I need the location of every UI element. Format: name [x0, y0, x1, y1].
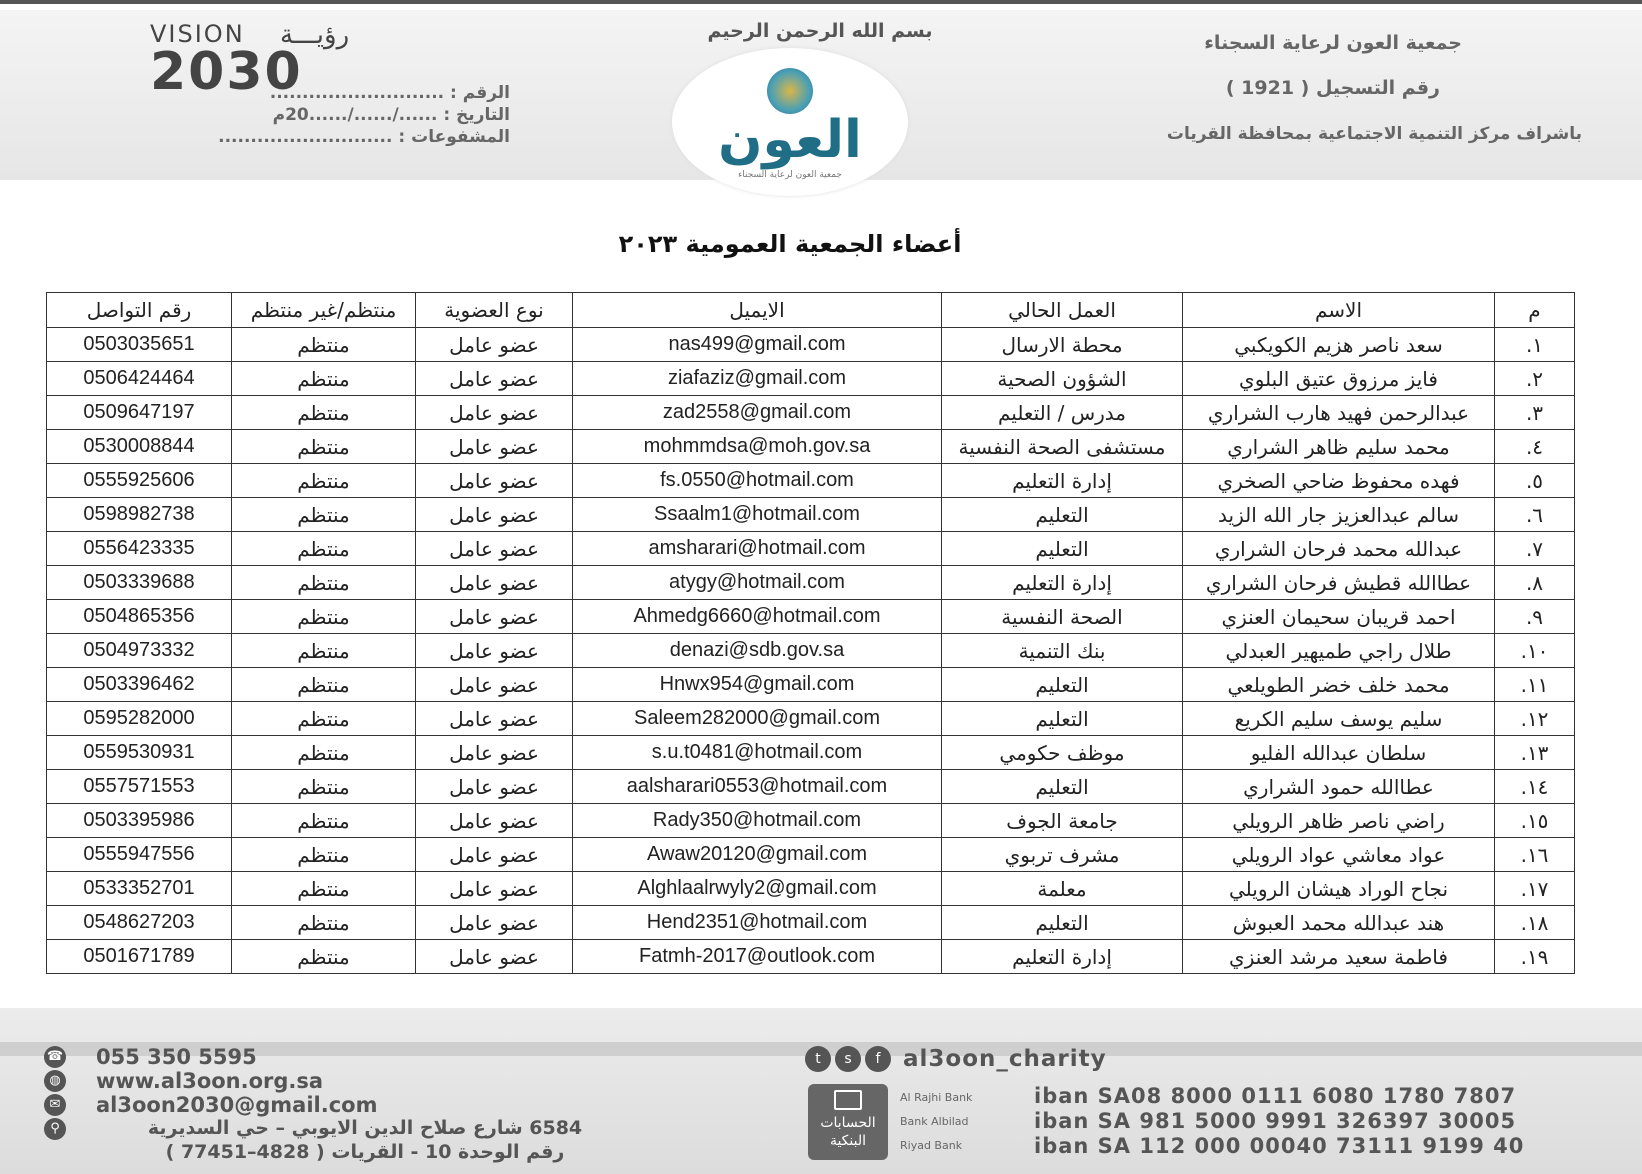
row-index: ١٨.	[1495, 906, 1575, 940]
member-name: راضي ناصر ظاهر الرويلي	[1183, 804, 1495, 838]
member-phone: 0557571553	[47, 770, 232, 804]
col-header-job: العمل الحالي	[942, 293, 1183, 328]
membership-type: عضو عامل	[416, 770, 573, 804]
basmala: بسم الله الرحمن الرحيم	[707, 20, 933, 42]
member-email: Ssaalm1@hotmail.com	[573, 498, 942, 532]
member-phone: 0503395986	[47, 804, 232, 838]
vision-year-label: 2030	[150, 42, 303, 102]
member-phone: 0501671789	[47, 940, 232, 974]
col-header-index: م	[1495, 293, 1575, 328]
membership-type: عضو عامل	[416, 328, 573, 362]
contact-address	[60, 1116, 670, 1164]
org-name: جمعية العون لرعاية السجناء	[1204, 32, 1462, 54]
member-name: هند عبدالله محمد العبوش	[1183, 906, 1495, 940]
logo-emblem-icon	[767, 68, 813, 114]
member-email: aalsharari0553@hotmail.com	[573, 770, 942, 804]
table-row	[47, 940, 1575, 974]
member-name: عطاالله قطيش فرحان الشراري	[1183, 566, 1495, 600]
contact-website-row	[44, 1068, 323, 1092]
member-email: denazi@sdb.gov.sa	[573, 634, 942, 668]
table-row	[47, 838, 1575, 872]
member-phone: 0548627203	[47, 906, 232, 940]
document-title: أعضاء الجمعية العمومية ٢٠٢٣	[618, 230, 962, 258]
snapchat-icon: s	[835, 1046, 861, 1072]
globe-icon: ◍	[44, 1070, 66, 1092]
member-email: fs.0550@hotmail.com	[573, 464, 942, 498]
member-email: s.u.t0481@hotmail.com	[573, 736, 942, 770]
member-job: محطة الارسال	[942, 328, 1183, 362]
phone-icon: ☎	[44, 1046, 66, 1068]
member-phone: 0504973332	[47, 634, 232, 668]
location-pin-icon: ⚲	[44, 1118, 66, 1140]
iban-3: iban SA 112 000 00040 73111 9199 40	[1034, 1134, 1525, 1158]
member-job: مشرف تربوي	[942, 838, 1183, 872]
membership-type: عضو عامل	[416, 430, 573, 464]
col-header-membership: نوع العضوية	[416, 293, 573, 328]
member-status: منتظم	[232, 770, 416, 804]
table-row	[47, 464, 1575, 498]
membership-type: عضو عامل	[416, 838, 573, 872]
table-row	[47, 430, 1575, 464]
twitter-icon: t	[805, 1046, 831, 1072]
membership-type: عضو عامل	[416, 872, 573, 906]
member-phone: 0556423335	[47, 532, 232, 566]
row-index: ٧.	[1495, 532, 1575, 566]
member-job: بنك التنمية	[942, 634, 1183, 668]
member-name: طلال راجي طميهير العبدلي	[1183, 634, 1495, 668]
table-row	[47, 532, 1575, 566]
member-job: التعليم	[942, 668, 1183, 702]
member-phone: 0530008844	[47, 430, 232, 464]
member-name: عطاالله حمود الشراري	[1183, 770, 1495, 804]
member-phone: 0509647197	[47, 396, 232, 430]
member-job: الشؤون الصحية	[942, 362, 1183, 396]
col-header-name: الاسم	[1183, 293, 1495, 328]
org-registration: رقم التسجيل ( 1921 )	[1225, 77, 1440, 99]
member-job: التعليم	[942, 702, 1183, 736]
member-name: سعد ناصر هزيم الكويكبي	[1183, 328, 1495, 362]
member-email: Rady350@hotmail.com	[573, 804, 942, 838]
bank-name-1: Al Rajhi Bank	[900, 1091, 973, 1104]
meta-number: الرقم : ...........................	[269, 83, 510, 103]
row-index: ٩.	[1495, 600, 1575, 634]
member-name: سلطان عبدالله الفليو	[1183, 736, 1495, 770]
table-row	[47, 668, 1575, 702]
membership-type: عضو عامل	[416, 940, 573, 974]
vision-en-label: VISION	[150, 20, 245, 48]
address-line-1: 6584 شارع صلاح الدين الايوبي – حي السديرية	[147, 1117, 583, 1139]
member-email: ziafaziz@gmail.com	[573, 362, 942, 396]
member-phone: 0533352701	[47, 872, 232, 906]
member-email: Hnwx954@gmail.com	[573, 668, 942, 702]
membership-type: عضو عامل	[416, 566, 573, 600]
contact-website: www.al3oon.org.sa	[96, 1068, 324, 1093]
member-name: فهده محفوظ ضاحي الصخري	[1183, 464, 1495, 498]
membership-type: عضو عامل	[416, 498, 573, 532]
member-job: التعليم	[942, 532, 1183, 566]
member-status: منتظم	[232, 804, 416, 838]
row-index: ١.	[1495, 328, 1575, 362]
member-status: منتظم	[232, 600, 416, 634]
contact-email-row	[44, 1092, 377, 1116]
member-job: التعليم	[942, 770, 1183, 804]
member-job: مدرس / التعليم	[942, 396, 1183, 430]
member-name: محمد خلف خضر الطويلعي	[1183, 668, 1495, 702]
table-row	[47, 328, 1575, 362]
bank-names	[900, 1086, 1020, 1158]
member-job: إدارة التعليم	[942, 464, 1183, 498]
membership-type: عضو عامل	[416, 396, 573, 430]
row-index: ٤.	[1495, 430, 1575, 464]
facebook-icon: f	[865, 1046, 891, 1072]
col-header-regular: منتظم/غير منتظم	[232, 293, 416, 328]
member-job: موظف حكومي	[942, 736, 1183, 770]
member-job: معلمة	[942, 872, 1183, 906]
row-index: ١٦.	[1495, 838, 1575, 872]
member-email: Awaw20120@gmail.com	[573, 838, 942, 872]
member-email: amsharari@hotmail.com	[573, 532, 942, 566]
member-phone: 0506424464	[47, 362, 232, 396]
member-status: منتظم	[232, 872, 416, 906]
row-index: ١٠.	[1495, 634, 1575, 668]
row-index: ٨.	[1495, 566, 1575, 600]
member-status: منتظم	[232, 702, 416, 736]
member-job: جامعة الجوف	[942, 804, 1183, 838]
member-status: منتظم	[232, 566, 416, 600]
vision-ar-label: رؤيـــة	[280, 20, 350, 50]
row-index: ١٢.	[1495, 702, 1575, 736]
membership-type: عضو عامل	[416, 906, 573, 940]
bank-box-label: الحسابات البنكية	[820, 1115, 876, 1149]
member-status: منتظم	[232, 532, 416, 566]
membership-type: عضو عامل	[416, 600, 573, 634]
member-email: Saleem282000@gmail.com	[573, 702, 942, 736]
member-name: سليم يوسف سليم الكريع	[1183, 702, 1495, 736]
contact-phone-row	[44, 1044, 257, 1068]
table-row	[47, 906, 1575, 940]
member-phone: 0598982738	[47, 498, 232, 532]
membership-type: عضو عامل	[416, 464, 573, 498]
member-phone: 0503035651	[47, 328, 232, 362]
meta-date: التاريخ : ....../....../......20م	[272, 105, 510, 125]
row-index: ١٤.	[1495, 770, 1575, 804]
table-row	[47, 498, 1575, 532]
social-media	[805, 1046, 1107, 1072]
member-name: نجاح الوراد هيشان الرويلي	[1183, 872, 1495, 906]
member-job: إدارة التعليم	[942, 566, 1183, 600]
member-email: atygy@hotmail.com	[573, 566, 942, 600]
iban-1: iban SA08 8000 0111 6080 1780 7807	[1034, 1084, 1517, 1108]
member-email: nas499@gmail.com	[573, 328, 942, 362]
table-row	[47, 600, 1575, 634]
table-header-row	[47, 293, 1575, 328]
member-name: عواد معاشي عواد الرويلي	[1183, 838, 1495, 872]
bank-name-3: Riyad Bank	[900, 1139, 963, 1152]
member-email: Hend2351@hotmail.com	[573, 906, 942, 940]
table-row	[47, 702, 1575, 736]
member-status: منتظم	[232, 736, 416, 770]
row-index: ١١.	[1495, 668, 1575, 702]
col-header-email: الايميل	[573, 293, 942, 328]
membership-type: عضو عامل	[416, 804, 573, 838]
table-row	[47, 872, 1575, 906]
member-status: منتظم	[232, 328, 416, 362]
member-status: منتظم	[232, 498, 416, 532]
member-email: Ahmedg6660@hotmail.com	[573, 600, 942, 634]
table-row	[47, 634, 1575, 668]
member-status: منتظم	[232, 634, 416, 668]
membership-type: عضو عامل	[416, 362, 573, 396]
member-phone: 0595282000	[47, 702, 232, 736]
bank-name-2: Bank Albilad	[900, 1115, 969, 1128]
al3oon-logo	[672, 48, 908, 196]
membership-type: عضو عامل	[416, 634, 573, 668]
member-email: mohmmdsa@moh.gov.sa	[573, 430, 942, 464]
member-job: الصحة النفسية	[942, 600, 1183, 634]
row-index: ١٣.	[1495, 736, 1575, 770]
bank-card-icon	[834, 1090, 862, 1110]
table-row	[47, 770, 1575, 804]
logo-subtitle: جمعية العون لرعاية السجناء	[738, 170, 842, 180]
member-status: منتظم	[232, 838, 416, 872]
col-header-phone: رقم التواصل	[47, 293, 232, 328]
membership-type: عضو عامل	[416, 668, 573, 702]
member-status: منتظم	[232, 668, 416, 702]
members-table-body	[47, 328, 1575, 974]
member-status: منتظم	[232, 464, 416, 498]
member-phone: 0503396462	[47, 668, 232, 702]
membership-type: عضو عامل	[416, 702, 573, 736]
table-row	[47, 362, 1575, 396]
member-name: فايز مرزوق عتيق البلوي	[1183, 362, 1495, 396]
member-status: منتظم	[232, 430, 416, 464]
row-index: ٦.	[1495, 498, 1575, 532]
member-name: فاطمة سعيد مرشد العنزي	[1183, 940, 1495, 974]
bank-accounts-box	[808, 1084, 888, 1160]
member-name: احمد قريبان سحيمان العنزي	[1183, 600, 1495, 634]
member-email: Fatmh-2017@outlook.com	[573, 940, 942, 974]
member-job: إدارة التعليم	[942, 940, 1183, 974]
logo-brand-text: العون	[718, 110, 862, 170]
table-row	[47, 396, 1575, 430]
member-email: zad2558@gmail.com	[573, 396, 942, 430]
mail-icon: ✉	[44, 1094, 66, 1116]
contact-phone: 055 350 5595	[96, 1044, 257, 1069]
member-phone: 0555925606	[47, 464, 232, 498]
iban-list	[1034, 1084, 1524, 1159]
member-phone: 0555947556	[47, 838, 232, 872]
member-status: منتظم	[232, 362, 416, 396]
row-index: ٣.	[1495, 396, 1575, 430]
member-phone: 0559530931	[47, 736, 232, 770]
member-name: عبدالرحمن فهيد هارب الشراري	[1183, 396, 1495, 430]
top-border-line	[0, 0, 1642, 4]
row-index: ١٩.	[1495, 940, 1575, 974]
row-index: ٢.	[1495, 362, 1575, 396]
social-handle: al3oon_charity	[903, 1046, 1107, 1072]
row-index: ١٧.	[1495, 872, 1575, 906]
member-phone: 0504865356	[47, 600, 232, 634]
member-status: منتظم	[232, 396, 416, 430]
member-email: Alghlaalrwyly2@gmail.com	[573, 872, 942, 906]
member-phone: 0503339688	[47, 566, 232, 600]
member-job: التعليم	[942, 906, 1183, 940]
letter-meta-fields	[90, 82, 510, 148]
membership-type: عضو عامل	[416, 532, 573, 566]
row-index: ٥.	[1495, 464, 1575, 498]
table-row	[47, 736, 1575, 770]
meta-attachments: المشفوعات : ...........................	[218, 127, 510, 147]
member-name: عبدالله محمد فرحان الشراري	[1183, 532, 1495, 566]
iban-2: iban SA 981 5000 9991 326397 30005	[1034, 1109, 1517, 1133]
member-status: منتظم	[232, 940, 416, 974]
table-row	[47, 804, 1575, 838]
member-job: مستشفى الصحة النفسية	[942, 430, 1183, 464]
address-line-2: رقم الوحدة 10 - القريات ( 4828–77451 )	[165, 1141, 565, 1163]
member-name: محمد سليم ظاهر الشراري	[1183, 430, 1495, 464]
member-status: منتظم	[232, 906, 416, 940]
member-name: سالم عبدالعزيز جار الله الزيد	[1183, 498, 1495, 532]
member-job: التعليم	[942, 498, 1183, 532]
table-row	[47, 566, 1575, 600]
row-index: ١٥.	[1495, 804, 1575, 838]
org-supervision: باشراف مركز التنمية الاجتماعية بمحافظة القريات	[1166, 124, 1582, 144]
membership-type: عضو عامل	[416, 736, 573, 770]
members-table	[46, 292, 1575, 974]
contact-email: al3oon2030@gmail.com	[96, 1092, 378, 1117]
